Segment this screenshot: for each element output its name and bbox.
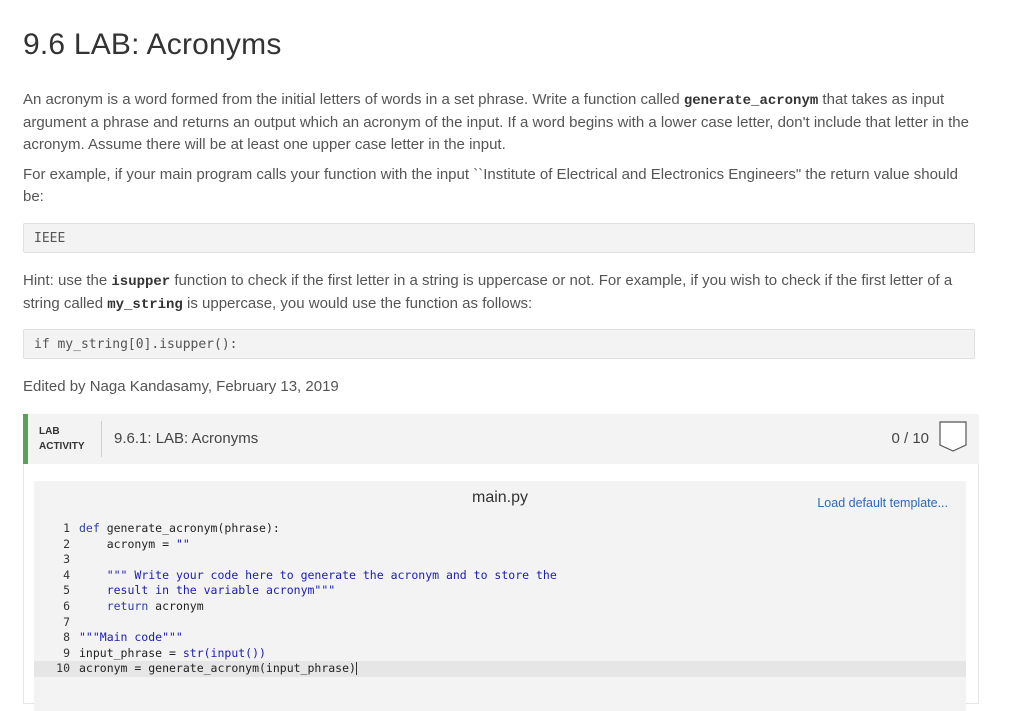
code-token: acronym = generate_acronym(input_phrase): [79, 661, 356, 676]
code-token: [79, 583, 107, 597]
lab-activity-tag: [39, 424, 85, 454]
code-token: acronym =: [79, 536, 176, 551]
line-source: [79, 521, 280, 535]
code-lines[interactable]: [34, 521, 966, 677]
example-output-box: IEEE: [23, 223, 975, 253]
code-token: input_phrase =: [79, 645, 183, 660]
load-default-template-link[interactable]: Load default template...: [817, 496, 948, 510]
keyword-token: def: [79, 521, 100, 535]
hint-paragraph: [23, 270, 983, 316]
line-number: 2: [63, 536, 70, 551]
lab-score: 0 / 10: [891, 430, 929, 447]
code-token: [79, 599, 107, 613]
isupper-code: isupper: [111, 274, 171, 290]
line-source: [79, 646, 266, 660]
intro-paragraph: [23, 89, 973, 156]
string-token: "": [175, 536, 190, 551]
intro-text-1: An acronym is a word formed from the initial letters of words in a set phrase. Write a function called: [23, 91, 684, 108]
string-token: """ Write your code here to generate the acronym and to store the: [106, 567, 557, 582]
string-token: str(input()): [182, 645, 266, 660]
line-source: [79, 583, 335, 597]
lab-title: 9.6.1: LAB: Acronyms: [114, 430, 259, 447]
text-cursor: [356, 662, 357, 675]
line-number: 5: [63, 583, 70, 598]
code-line[interactable]: [34, 630, 966, 646]
code-line[interactable]: [34, 568, 966, 584]
code-line[interactable]: [34, 661, 966, 677]
edited-by: Edited by Naga Kandasamy, February 13, 2019: [23, 378, 339, 395]
code-line[interactable]: [34, 615, 966, 631]
code-token: [79, 568, 107, 582]
line-source: [79, 599, 204, 613]
line-number: 10: [56, 661, 70, 676]
string-token: """Main code""": [79, 630, 183, 645]
string-token: result in the variable acronym""": [106, 583, 336, 598]
code-line[interactable]: [34, 646, 966, 662]
function-name-code: generate_acronym: [683, 93, 819, 109]
hint-text-2: function to check if the first letter in a string is uppercase or not. For example, if you wish to check if the first letter of a string called: [23, 272, 953, 312]
lab-header-divider: [101, 421, 102, 457]
code-line[interactable]: [34, 599, 966, 615]
keyword-token: return: [106, 598, 149, 613]
lab-header: [23, 414, 979, 464]
score-badge-icon: [939, 421, 967, 453]
code-editor[interactable]: [34, 481, 966, 711]
hint-text-1: Hint: use the: [23, 272, 112, 289]
editor-filename: main.py: [471, 489, 529, 506]
hint-code-box: if my_string[0].isupper():: [23, 329, 975, 359]
line-number: 4: [63, 567, 70, 582]
code-line[interactable]: [34, 583, 966, 599]
line-number: 8: [63, 630, 70, 645]
line-number: 9: [63, 645, 70, 660]
code-line[interactable]: [34, 521, 966, 537]
line-number: 3: [63, 552, 70, 567]
line-number: 6: [63, 598, 70, 613]
line-source: [79, 661, 356, 675]
example-paragraph: For example, if your main program calls your function with the input ``Institute of Electrical and Electronics Engineers" the return value should be:: [23, 166, 958, 205]
lab-activity: [23, 414, 979, 704]
code-line[interactable]: [34, 537, 966, 553]
lab-tag-line1: LAB: [39, 426, 60, 437]
code-token: generate_acronym(phrase):: [99, 521, 280, 535]
lab-tag-line2: ACTIVITY: [39, 441, 85, 452]
line-source: [79, 630, 183, 644]
page-title: 9.6 LAB: Acronyms: [23, 28, 282, 61]
intro-text-2: that takes as input argument a phrase and returns an output which an acronym of the input. If a word begins with a lower case letter, don't include that letter in the acronym. Assume there will be at least one upper case letter in the input.: [23, 91, 969, 153]
line-source: [79, 568, 557, 582]
line-source: [79, 537, 190, 551]
code-line[interactable]: [34, 552, 966, 568]
line-number: 1: [63, 521, 70, 535]
code-token: acronym: [148, 598, 204, 613]
my-string-code: my_string: [107, 297, 183, 313]
hint-text-3: is uppercase, you would use the function as follows:: [182, 295, 533, 312]
lab-body: [23, 464, 979, 704]
line-number: 7: [63, 614, 70, 629]
